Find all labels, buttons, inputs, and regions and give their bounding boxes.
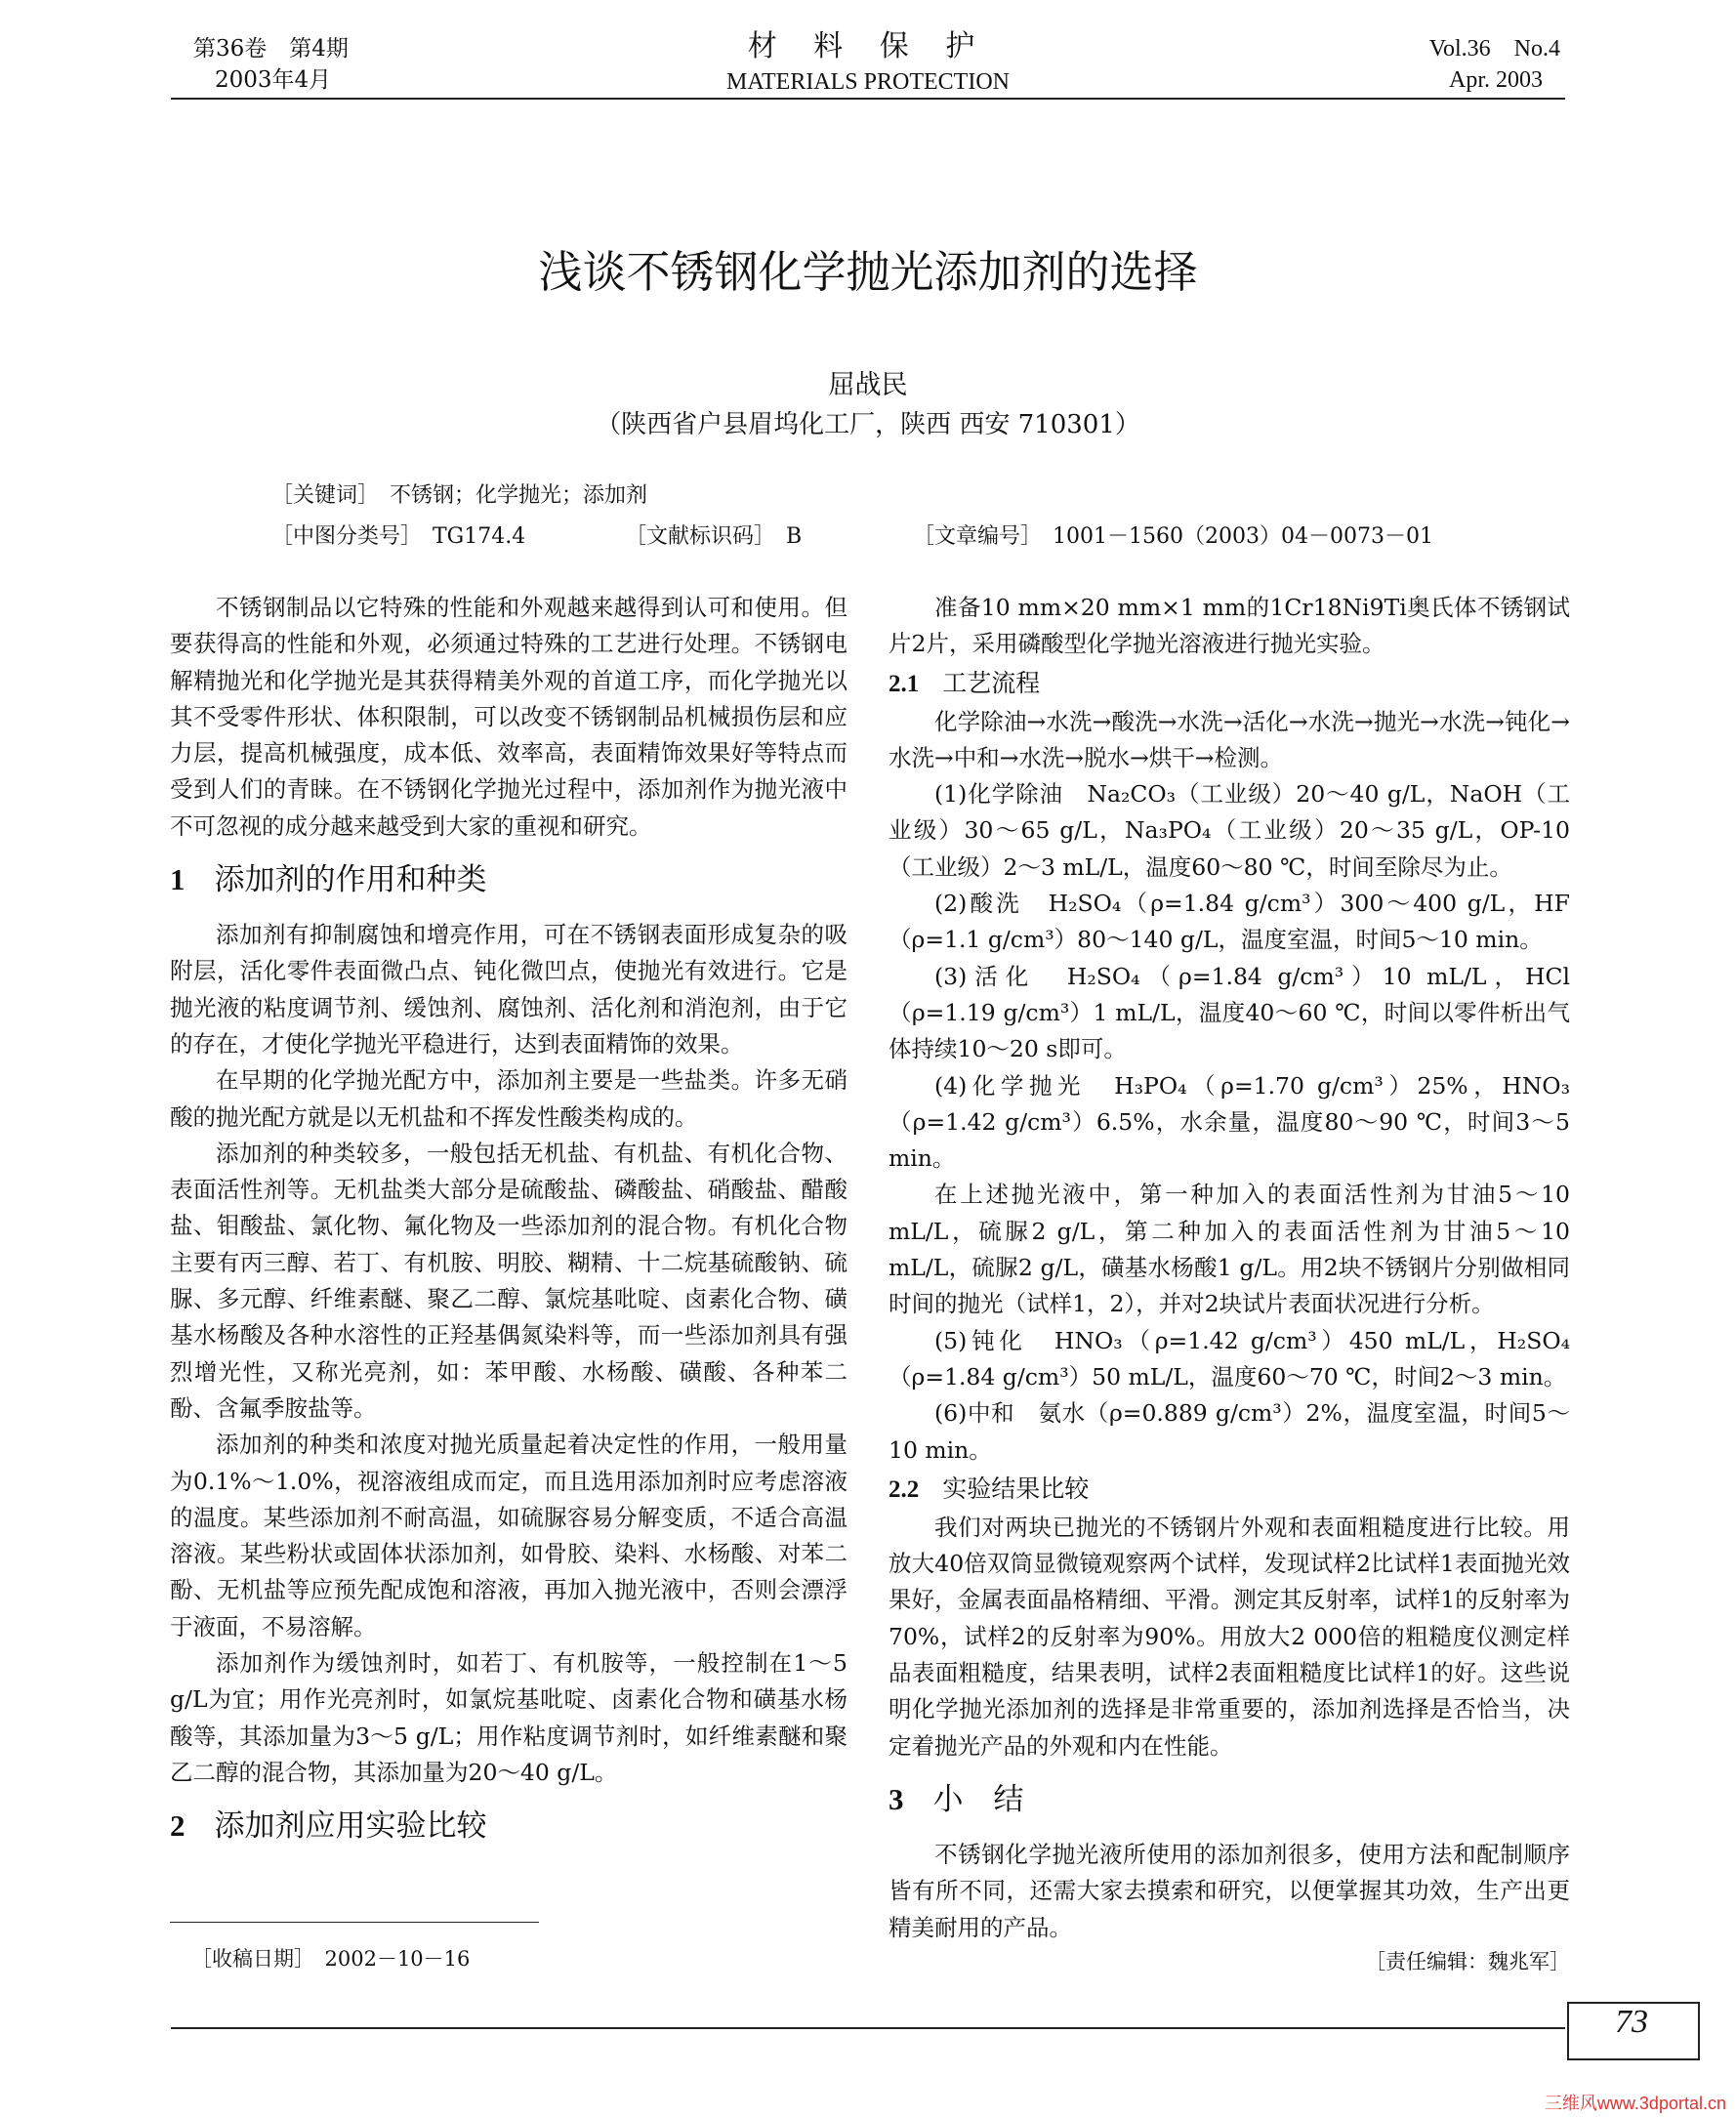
paragraph: 添加剂的种类较多，一般包括无机盐、有机盐、有机化合物、表面活性剂等。无机盐类大部分是硫酸盐、磷酸盐、硝酸盐、醋酸盐、钼酸盐、氯化物、氟化物及一些添加剂的混合物。有机化合物主要有丙三醇、若丁、有机胺、明胶、糊精、十二烷基硫酸钠、硫脲、多元醇、纤维素醚、聚乙二醇、氯烷基吡啶、卤素化合物、磺基水杨酸及各种水溶性的正羟基偶氮染料等，而一些添加剂具有强烈增光性，又称光亮剂，如：苯甲酸、水杨酸、磺酸、各种苯二酚、含氟季胺盐等。 — [170, 1139, 847, 1422]
article-number: ［文章编号］ 1001－1560（2003）04－0073－01 — [913, 524, 1433, 549]
article-title: 浅谈不锈钢化学抛光添加剂的选择 — [538, 246, 1198, 298]
paragraph: 在早期的化学抛光配方中，添加剂主要是一些盐类。许多无硝酸的抛光配方就是以无机盐和不挥发性酸类构成的。 — [170, 1066, 847, 1131]
section-number: 3 — [889, 1781, 904, 1816]
step-passivation: (5)钝化 HNO₃（ρ=1.42 g/cm³）450 mL/L，H₂SO₄（ρ=1.84 g/cm³）50 mL/L，温度60～70 ℃，时间2～3 min。 — [889, 1326, 1570, 1391]
affiliation: （陕西省户县眉坞化工厂，陕西 西安 710301） — [596, 410, 1140, 439]
subsection-number: 2.2 — [889, 1475, 920, 1503]
clc-number: ［中图分类号］ TG174.4 — [271, 524, 526, 549]
step-activation: (3)活化 H₂SO₄（ρ=1.84 g/cm³）10 mL/L，HCl（ρ=1.19 g/cm³）1 mL/L，温度40～60 ℃，时间以零件析出气体持续10～20 s即可。 — [889, 962, 1570, 1063]
date-en: Apr. 2003 — [1449, 67, 1543, 93]
subsection-heading-2-1 — [889, 665, 1570, 702]
header-rule — [171, 98, 1565, 100]
step-neutralization: (6)中和 氨水（ρ=0.889 g/cm³）2%，温度室温，时间5～10 min。 — [889, 1399, 1570, 1464]
responsible-editor: ［责任编辑：魏兆军］ — [1365, 1949, 1570, 1973]
keywords: ［关键词］ 不锈钢；化学抛光；添加剂 — [271, 483, 648, 508]
subsection-title: 实验结果比较 — [942, 1474, 1090, 1503]
section-heading-1 — [170, 858, 847, 901]
paragraph: 添加剂作为缓蚀剂时，如若丁、有机胺等，一般控制在1～5 g/L为宜；用作光亮剂时，如氯烷基吡啶、卤素化合物和磺基水杨酸等，其添加量为3～5 g/L；用作粘度调节剂时，如纤维素醚和聚乙二醇的混合物，其添加量为20～40 g/L。 — [170, 1649, 847, 1786]
section-heading-3 — [889, 1778, 1570, 1821]
section-title: 小 结 — [932, 1781, 1024, 1817]
section-title: 添加剂应用实验比较 — [214, 1808, 487, 1845]
paragraph: 不锈钢制品以它特殊的性能和外观越来越得到认可和使用。但要获得高的性能和外观，必须通过特殊的工艺进行处理。不锈钢电解精抛光和化学抛光是其获得精美外观的首道工序，而化学抛光以其不受零件形状、体积限制，可以改变不锈钢制品机械损伤层和应力层，提高机械强度，成本低、效率高，表面精饰效果好等特点而受到人们的青睐。在不锈钢化学抛光过程中，添加剂作为抛光液中不可忽视的成分越来越受到大家的重视和研究。 — [170, 594, 847, 840]
left-column — [170, 590, 847, 1863]
paragraph: 不锈钢化学抛光液所使用的添加剂很多，使用方法和配制顺序皆有所不同，还需大家去摸索和研究，以便掌握其功效，生产出更精美耐用的产品。 — [889, 1840, 1570, 1941]
process-flow: 化学除油→水洗→酸洗→水洗→活化→水洗→抛光→水洗→钝化→水洗→中和→水洗→脱水→烘干→检测。 — [889, 707, 1570, 771]
paragraph: 添加剂有抑制腐蚀和增亮作用，可在不锈钢表面形成复杂的吸附层，活化零件表面微凸点、钝化微凹点，使抛光有效进行。它是抛光液的粘度调节剂、缓蚀剂、腐蚀剂、活化剂和消泡剂，由于它的存在，才使化学抛光平稳进行，达到表面精饰的效果。 — [170, 921, 847, 1058]
paragraph: 在上述抛光液中，第一种加入的表面活性剂为甘油5～10 mL/L，硫脲2 g/L，第二种加入的表面活性剂为甘油5～10 mL/L，硫脲2 g/L，磺基水杨酸1 g/L。用2块不锈钢片分别做相同时间的抛光（试样1，2），并对2块试片表面状况进行分析。 — [889, 1181, 1570, 1318]
footnote-rule — [170, 1922, 539, 1923]
subsection-number: 2.1 — [889, 670, 920, 697]
date-cn: 2003年4月 — [215, 67, 332, 93]
step-pickling: (2)酸洗 H₂SO₄（ρ=1.84 g/cm³）300～400 g/L，HF（ρ=1.1 g/cm³）80～140 g/L，温度室温，时间5～10 min。 — [889, 890, 1570, 954]
paragraph: 我们对两块已抛光的不锈钢片外观和表面粗糙度进行比较。用放大40倍双筒显微镜观察两个试样，发现试样2比试样1表面抛光效果好，金属表面晶格精细、平滑。测定其反射率，试样1的反射率为70%，试样2的反射率为90%。用放大2 000倍的粗糙度仪测定样品表面粗糙度，结果表明，试样2表面粗糙度比试样1的好。这些说明化学抛光添加剂的选择是非常重要的，添加剂选择是否恰当，决定着抛光产品的外观和内在性能。 — [889, 1513, 1570, 1760]
volume-issue-cn: 第36卷 第4期 — [193, 36, 349, 62]
step-chemical-polishing: (4)化学抛光 H₃PO₄（ρ=1.70 g/cm³）25%，HNO₃（ρ=1.42 g/cm³）6.5%，水余量，温度80～90 ℃，时间3～5 min。 — [889, 1071, 1570, 1173]
watermark: 三维风www.3dportal.cn — [1544, 2094, 1726, 2113]
received-date-footnote: ［收稿日期］ 2002－10－16 — [191, 1947, 471, 1971]
footer-rule — [171, 2027, 1565, 2029]
section-number: 2 — [170, 1808, 186, 1844]
journal-name-en: MATERIALS PROTECTION — [725, 69, 1010, 95]
step-degreasing: (1)化学除油 Na₂CO₃（工业级）20～40 g/L，NaOH（工业级）30～65 g/L，Na₃PO₄（工业级）20～35 g/L，OP-10（工业级）2～3 mL/L，温度60～80 ℃，时间至除尽为止。 — [889, 780, 1570, 881]
journal-name-cn: 材 料 保 护 — [747, 29, 989, 63]
document-code: ［文献标识码］ B — [625, 524, 803, 549]
volume-issue-en: Vol.36 No.4 — [1428, 36, 1560, 62]
header-right — [1429, 33, 1560, 96]
subsection-heading-2-2 — [889, 1471, 1570, 1508]
author: 屈战民 — [828, 370, 908, 400]
section-title: 添加剂的作用和种类 — [214, 862, 487, 898]
section-number: 1 — [170, 862, 186, 897]
page-number: 73 — [1615, 2004, 1648, 2040]
paragraph: 准备10 mm×20 mm×1 mm的1Cr18Ni9Ti奥氏体不锈钢试片2片，采用磷酸型化学抛光溶液进行抛光实验。 — [889, 594, 1570, 658]
subsection-title: 工艺流程 — [942, 668, 1041, 697]
right-column — [889, 590, 1570, 1980]
paragraph: 添加剂的种类和浓度对抛光质量起着决定性的作用，一般用量为0.1%～1.0%，视溶液组成而定，而且选用添加剂时应考虑溶液的温度。某些添加剂不耐高温，如硫脲容易分解变质，不适合高温溶液。某些粉状或固体状添加剂，如骨胶、染料、水杨酸、对苯二酚、无机盐等应预先配成饱和溶液，再加入抛光液中，否则会漂浮于液面，不易溶解。 — [170, 1431, 847, 1640]
section-heading-2 — [170, 1805, 847, 1848]
